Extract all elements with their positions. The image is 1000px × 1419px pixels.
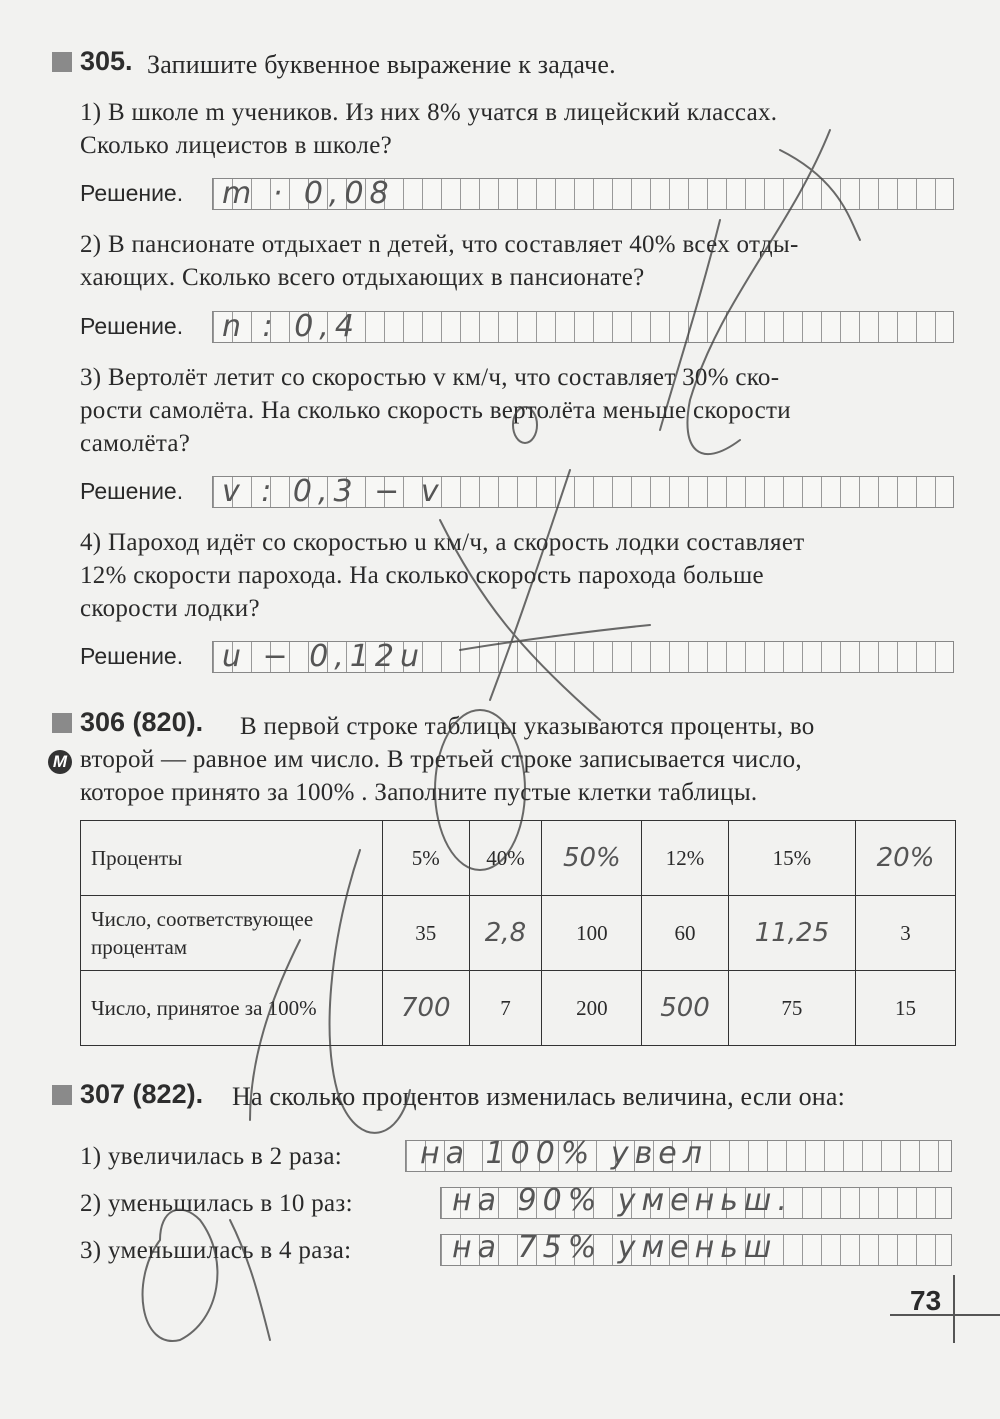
percent-table	[80, 820, 956, 1046]
task-1-line-2: Сколько лицеистов в школе?	[80, 132, 392, 159]
row-label-percent: Проценты	[81, 821, 383, 896]
exercise-306-number: 306 (820).	[80, 707, 204, 737]
exercise-306-line-1: В первой строке таблицы указываются проценты, во	[240, 713, 815, 740]
table-cell-handwritten[interactable]: 20%	[856, 821, 956, 896]
exercise-307-heading: На сколько процентов изменилась величина, если она:	[232, 1082, 846, 1111]
solution-label-2: Решение.	[80, 313, 184, 339]
solution-label-4: Решение.	[80, 643, 184, 669]
exercise-307-number: 307 (822).	[80, 1079, 204, 1109]
solution-answer-3: v : 0,3 − v	[222, 474, 445, 509]
task-4-line-3: скорости лодки?	[80, 595, 260, 622]
exercise-306-line-3: которое принято за 100% . Заполните пустые клетки таблицы.	[80, 779, 758, 806]
table-cell: 75	[728, 971, 855, 1046]
table-cell: 15	[856, 971, 956, 1046]
change-question-1: 1) увеличилась в 2 раза:	[80, 1143, 342, 1170]
table-row	[81, 896, 956, 971]
table-cell: 7	[469, 971, 542, 1046]
exercise-306-marker	[52, 713, 72, 733]
change-answer-2: на 90% уменьш.	[452, 1183, 793, 1218]
change-question-2: 2) уменьшилась в 10 раз:	[80, 1190, 353, 1217]
table-cell-handwritten[interactable]: 11,25	[728, 896, 855, 971]
exercise-305-marker	[52, 52, 72, 72]
task-4-line-1: 4) Пароход идёт со скоростью u км/ч, а скорость лодки составляет	[80, 529, 805, 556]
table-cell: 200	[542, 971, 642, 1046]
table-cell-handwritten[interactable]: 700	[383, 971, 470, 1046]
table-row	[81, 971, 956, 1046]
exercise-305-number: 305.	[80, 46, 133, 76]
solution-label-1: Решение.	[80, 180, 184, 206]
solution-answer-4: u − 0,12u	[222, 639, 426, 674]
table-cell: 5%	[383, 821, 470, 896]
exercise-305-heading: Запишите буквенное выражение к задаче.	[147, 50, 616, 79]
task-3-line-1: 3) Вертолёт летит со скоростью v км/ч, что составляет 30% ско-	[80, 364, 780, 391]
table-row	[81, 821, 956, 896]
task-3-line-2: рости самолёта. На сколько скорость вертолёта меньше скорости	[80, 397, 791, 424]
change-question-3: 3) уменьшилась в 4 раза:	[80, 1237, 352, 1264]
solution-answer-1: m · 0,08	[222, 176, 395, 211]
table-cell: 100	[542, 896, 642, 971]
row-label-whole: Число, принятое за 100%	[81, 971, 383, 1046]
row-label-value: Число, соответствующее процентам	[81, 896, 383, 971]
page-corner-lines	[890, 1275, 1000, 1345]
exercise-307-marker	[52, 1085, 72, 1105]
solution-label-3: Решение.	[80, 478, 184, 504]
exercise-306-line-2: второй — равное им число. В третьей строке записывается число,	[80, 746, 802, 773]
change-answer-1: на 100% увел	[420, 1136, 708, 1171]
solution-answer-2: n : 0,4	[222, 309, 360, 344]
table-cell-handwritten[interactable]: 2,8	[469, 896, 542, 971]
method-badge-icon: M	[48, 750, 72, 774]
task-1-line-1: 1) В школе m учеников. Из них 8% учатся в лицейский классах.	[80, 99, 778, 126]
table-cell: 35	[383, 896, 470, 971]
page-number: 73	[910, 1285, 942, 1316]
task-4-line-2: 12% скорости парохода. На сколько скорость парохода больше	[80, 562, 764, 589]
task-3-line-3: самолёта?	[80, 430, 191, 457]
table-cell-handwritten[interactable]: 50%	[542, 821, 642, 896]
table-cell-handwritten[interactable]: 500	[642, 971, 729, 1046]
table-cell: 40%	[469, 821, 542, 896]
task-2-line-1: 2) В пансионате отдыхает n детей, что составляет 40% всех отды-	[80, 231, 799, 258]
table-cell: 15%	[728, 821, 855, 896]
change-answer-3: на 75% уменьш	[452, 1230, 778, 1265]
table-cell: 12%	[642, 821, 729, 896]
task-2-line-2: хающих. Сколько всего отдыхающих в пансионате?	[80, 264, 645, 291]
table-cell: 3	[856, 896, 956, 971]
table-cell: 60	[642, 896, 729, 971]
